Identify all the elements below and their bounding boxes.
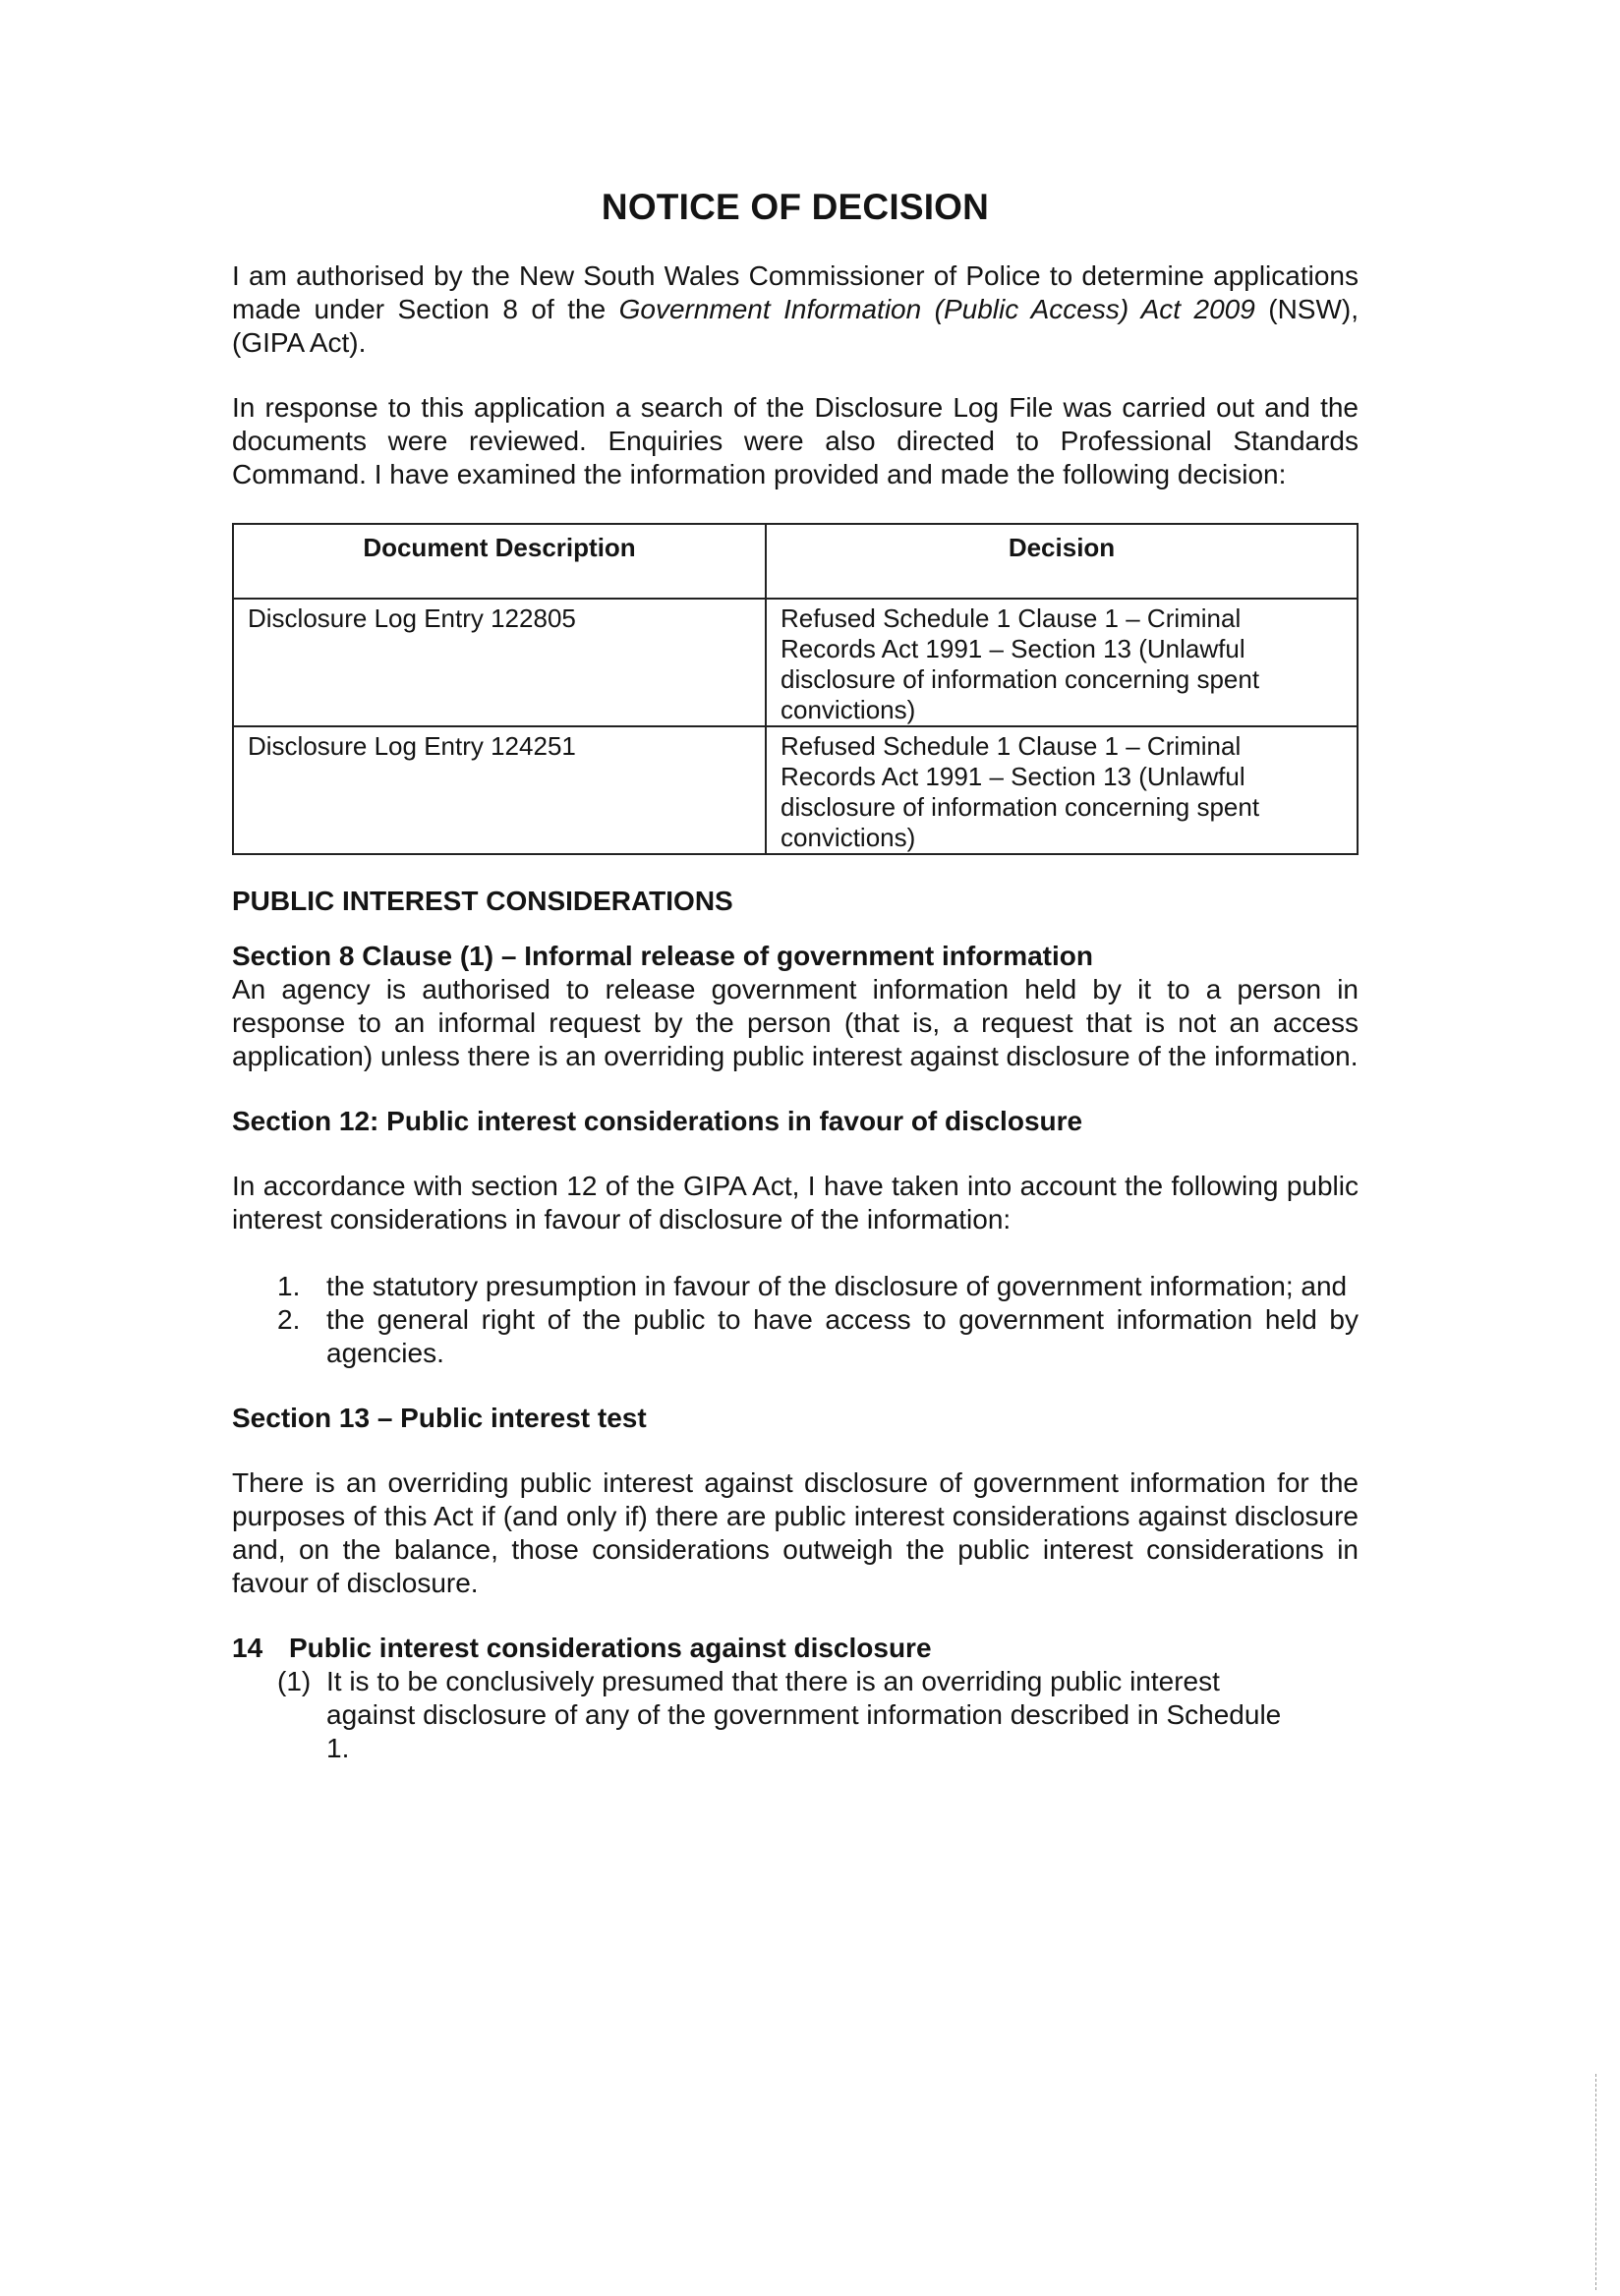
decision-cell: Refused Schedule 1 Clause 1 – Criminal Records Act 1991 – Section 13 (Unlawful disclosure of information concerning spent convictions) xyxy=(766,726,1358,854)
column-header-decision: Decision xyxy=(766,524,1358,599)
public-interest-heading: PUBLIC INTEREST CONSIDERATIONS xyxy=(232,886,733,916)
section-8-body: An agency is authorised to release government information held by it to a person in response to an informal request by the person (that is, a request that is not an access application) unless there is an overriding public interest against disclosure of the information. xyxy=(232,974,1359,1071)
response-paragraph: In response to this application a search of the Disclosure Log File was carried out and the documents were reviewed. Enquiries were also directed to Professional Standards Command. I have examined the information provided and made the following decision: xyxy=(232,392,1359,489)
list-item xyxy=(232,1303,1359,1370)
section-12-list xyxy=(232,1270,1359,1370)
intro-paragraph xyxy=(232,259,1359,360)
list-item xyxy=(232,1270,1359,1303)
column-header-description: Document Description xyxy=(233,524,766,599)
list-item-number: 2. xyxy=(277,1304,301,1335)
section-14-title: Public interest considerations against disclosure xyxy=(289,1633,932,1663)
intro-text-start: I am authorised by the New South Wales Commissioner of Police to determine applications made under Section 8 of the xyxy=(232,260,1359,324)
list-item-number: 1. xyxy=(277,1271,301,1301)
document-description-cell: Disclosure Log Entry 124251 xyxy=(233,726,766,854)
section-12-body: In accordance with section 12 of the GIPA Act, I have taken into account the following public interest considerations in favour of disclosure of the information: xyxy=(232,1171,1359,1234)
clause-text: It is to be conclusively presumed that there is an overriding public interest against disclosure of any of the government information described in Schedule 1. xyxy=(326,1666,1282,1763)
decision-cell: Refused Schedule 1 Clause 1 – Criminal Records Act 1991 – Section 13 (Unlawful disclosure of information concerning spent convictions) xyxy=(766,599,1358,726)
act-title: Government Information (Public Access) Act 2009 xyxy=(618,294,1255,324)
section-13-body: There is an overriding public interest against disclosure of government information for the purposes of this Act if (and only if) there are public interest considerations against disclosure and, on the balance, those considerations outweigh the public interest considerations in favour of disclosure. xyxy=(232,1467,1359,1598)
scan-edge-mark xyxy=(1595,2074,1598,2290)
table-row xyxy=(233,726,1358,854)
intro-text-end: (NSW), (GIPA Act). xyxy=(232,294,1360,358)
document-page xyxy=(232,187,1359,1765)
document-title: NOTICE OF DECISION xyxy=(601,187,990,227)
clause-number: (1) xyxy=(277,1666,312,1696)
section-14-clause xyxy=(232,1665,1309,1765)
document-description-cell: Disclosure Log Entry 122805 xyxy=(233,599,766,726)
section-14-number: 14 xyxy=(232,1633,263,1663)
table-header-row xyxy=(233,524,1358,599)
table-row xyxy=(233,599,1358,726)
list-item-text: the statutory presumption in favour of the disclosure of government information; and xyxy=(326,1271,1348,1301)
section-13-heading: Section 13 – Public interest test xyxy=(232,1403,647,1433)
decision-table xyxy=(232,523,1359,855)
section-8-heading: Section 8 Clause (1) – Informal release of government information xyxy=(232,941,1093,971)
section-14-heading xyxy=(232,1632,1359,1665)
list-item-text: the general right of the public to have access to government information held by agencies. xyxy=(326,1304,1359,1368)
section-12-heading: Section 12: Public interest considerations in favour of disclosure xyxy=(232,1106,1083,1136)
